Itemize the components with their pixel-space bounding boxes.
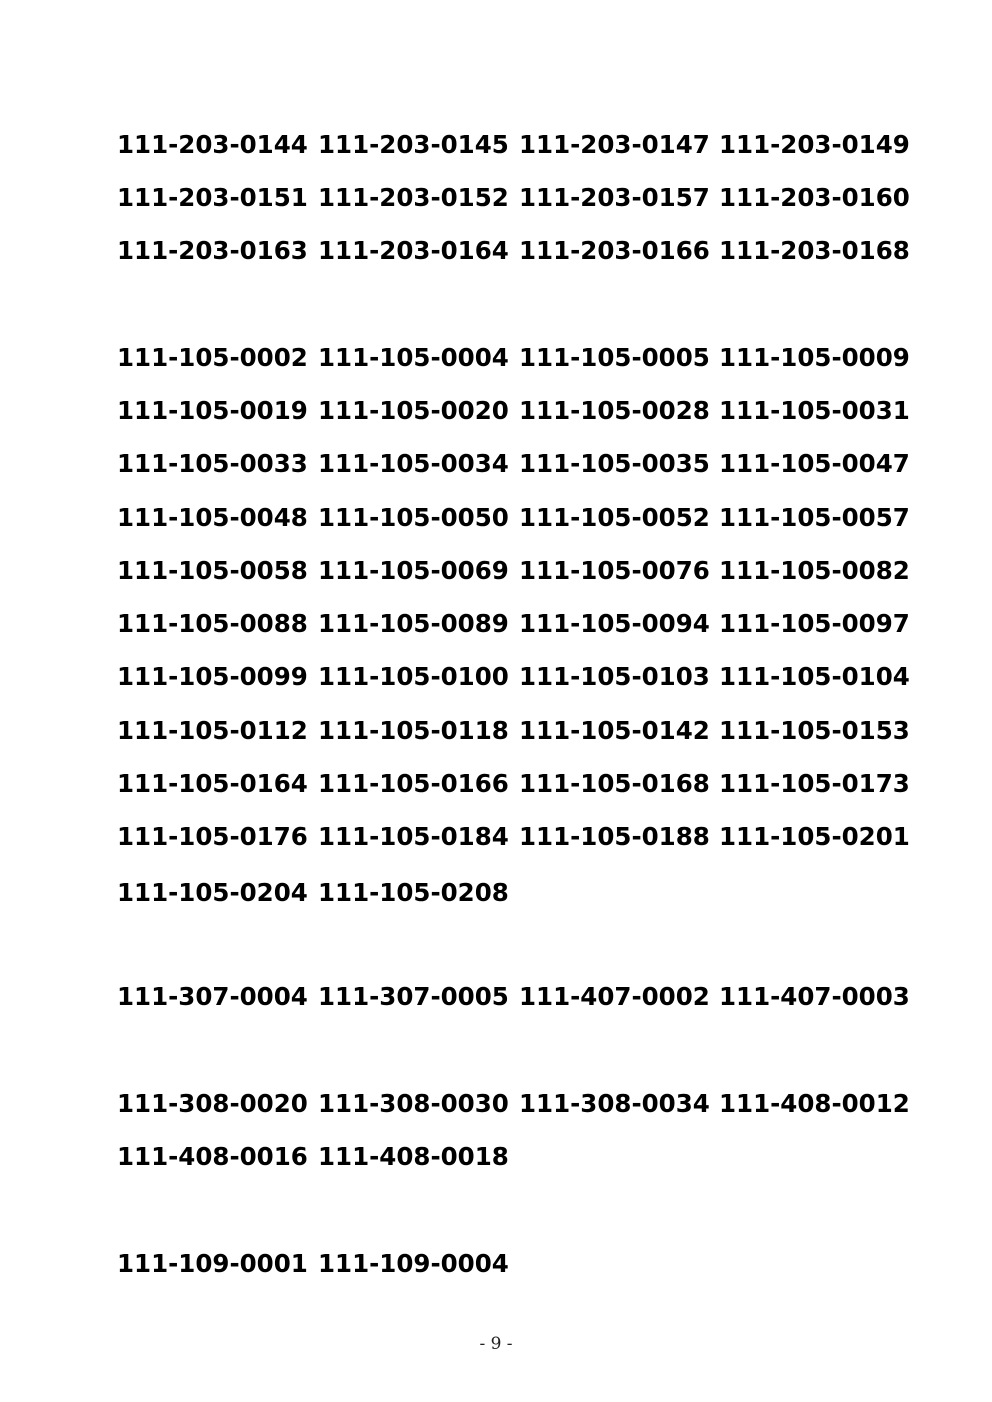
record-number: 111-308-0020 — [117, 1089, 308, 1118]
record-number: 111-105-0050 — [318, 503, 509, 532]
record-number: 111-105-0088 — [117, 609, 308, 638]
record-number: 111-105-0031 — [719, 396, 910, 425]
record-number: 111-105-0082 — [719, 556, 910, 585]
record-number: 111-105-0097 — [719, 609, 910, 638]
record-number: 111-105-0020 — [318, 396, 509, 425]
record-number: 111-105-0047 — [719, 449, 910, 478]
record-number: 111-105-0166 — [318, 769, 509, 798]
record-number: 111-105-0052 — [519, 503, 710, 532]
record-number: 111-105-0100 — [318, 662, 509, 691]
record-number: 111-408-0016 — [117, 1142, 308, 1171]
record-number: 111-203-0157 — [519, 183, 710, 212]
record-number: 111-203-0164 — [318, 236, 509, 265]
record-number: 111-105-0076 — [519, 556, 710, 585]
record-number: 111-105-0103 — [519, 662, 710, 691]
record-number: 111-203-0160 — [719, 183, 910, 212]
record-number: 111-203-0168 — [719, 236, 910, 265]
record-number: 111-105-0188 — [519, 822, 710, 851]
record-number: 111-105-0104 — [719, 662, 910, 691]
record-number: 111-105-0002 — [117, 343, 308, 372]
record-number: 111-105-0184 — [318, 822, 509, 851]
record-number: 111-109-0001 — [117, 1249, 308, 1278]
record-number: 111-203-0149 — [719, 130, 910, 159]
record-number: 111-203-0144 — [117, 130, 308, 159]
record-number: 111-105-0112 — [117, 716, 308, 745]
record-number: 111-105-0035 — [519, 449, 710, 478]
record-number: 111-203-0151 — [117, 183, 308, 212]
record-number: 111-105-0142 — [519, 716, 710, 745]
record-number: 111-203-0166 — [519, 236, 710, 265]
record-number: 111-105-0208 — [318, 878, 509, 907]
record-number: 111-407-0002 — [519, 982, 710, 1011]
record-number: 111-105-0048 — [117, 503, 308, 532]
record-number: 111-408-0012 — [719, 1089, 910, 1118]
record-number: 111-105-0004 — [318, 343, 509, 372]
record-number: 111-105-0204 — [117, 878, 308, 907]
page-number: - 9 - — [479, 1334, 513, 1354]
record-number: 111-105-0019 — [117, 396, 308, 425]
record-number: 111-105-0009 — [719, 343, 910, 372]
record-number: 111-407-0003 — [719, 982, 910, 1011]
record-number: 111-105-0153 — [719, 716, 910, 745]
record-number: 111-307-0004 — [117, 982, 308, 1011]
record-number: 111-105-0034 — [318, 449, 509, 478]
record-number: 111-203-0152 — [318, 183, 509, 212]
record-number: 111-105-0118 — [318, 716, 509, 745]
record-number: 111-105-0168 — [519, 769, 710, 798]
record-number: 111-203-0163 — [117, 236, 308, 265]
record-number: 111-105-0058 — [117, 556, 308, 585]
record-number: 111-105-0057 — [719, 503, 910, 532]
record-number: 111-105-0164 — [117, 769, 308, 798]
record-number: 111-307-0005 — [318, 982, 509, 1011]
record-number: 111-105-0005 — [519, 343, 710, 372]
record-number: 111-105-0069 — [318, 556, 509, 585]
record-number: 111-105-0089 — [318, 609, 509, 638]
record-number: 111-105-0094 — [519, 609, 710, 638]
record-number: 111-105-0099 — [117, 662, 308, 691]
record-number: 111-308-0030 — [318, 1089, 509, 1118]
record-number: 111-308-0034 — [519, 1089, 710, 1118]
record-number: 111-408-0018 — [318, 1142, 509, 1171]
record-number: 111-105-0028 — [519, 396, 710, 425]
record-number: 111-203-0147 — [519, 130, 710, 159]
record-number: 111-105-0201 — [719, 822, 910, 851]
record-number: 111-105-0173 — [719, 769, 910, 798]
record-number: 111-105-0176 — [117, 822, 308, 851]
record-number: 111-203-0145 — [318, 130, 509, 159]
record-number: 111-109-0004 — [318, 1249, 509, 1278]
record-number: 111-105-0033 — [117, 449, 308, 478]
